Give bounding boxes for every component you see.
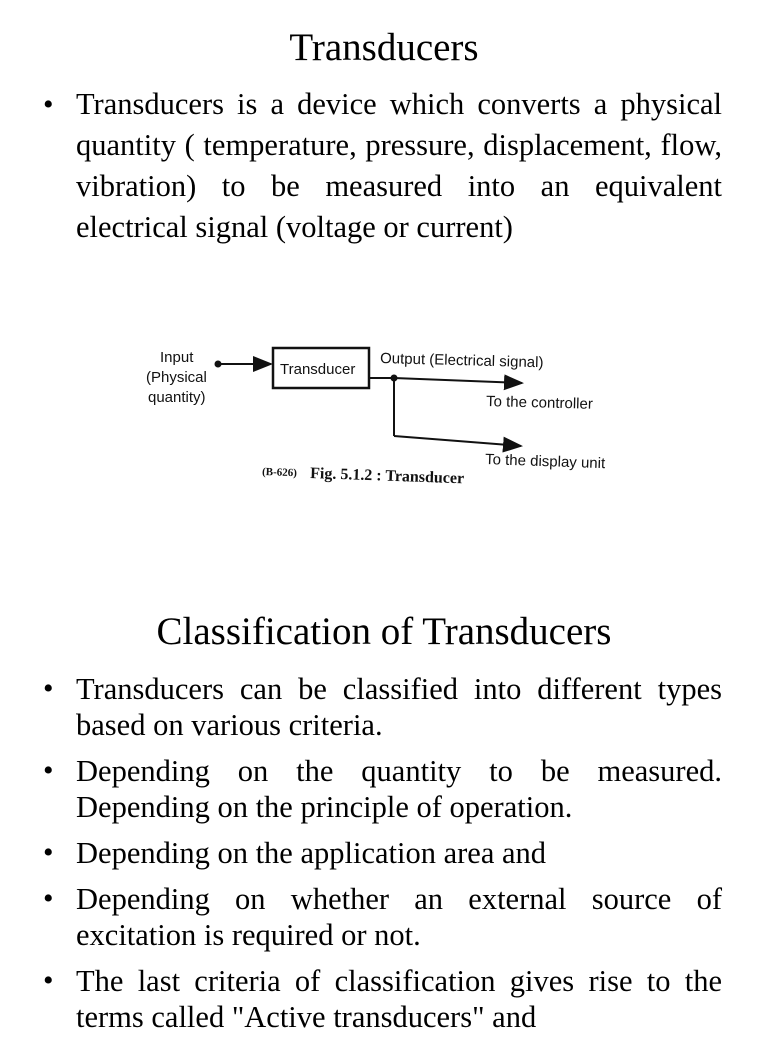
list-item: [0, 84, 768, 248]
bullet-marker: •: [43, 672, 54, 705]
page-title: Transducers: [289, 26, 479, 69]
definition-list: [0, 84, 768, 248]
input-label-line-2: (Physical: [146, 369, 207, 386]
input-label-line-1: Input: [160, 349, 194, 366]
controller-arrow: [394, 378, 522, 383]
section-title: Classification of Transducers: [156, 610, 612, 653]
bullet-marker: •: [43, 882, 54, 915]
transducer-block-diagram: [138, 326, 658, 516]
bullet-marker: •: [43, 754, 54, 787]
input-label-line-3: quantity): [148, 389, 206, 406]
list-item: [0, 753, 768, 825]
output-label: Output (Electrical signal): [379, 350, 544, 372]
list-item: [0, 881, 768, 953]
bullet-marker: •: [43, 964, 54, 997]
display-arrow: [394, 436, 521, 446]
list-item: [0, 963, 768, 1035]
bullet-text: The last criteria of classification gives rise to the terms called "Active transducers" and: [76, 964, 722, 1034]
bullet-text: Depending on the application area and: [76, 836, 547, 870]
figure-code: (B-626): [261, 466, 298, 480]
bullet-marker: •: [43, 836, 54, 869]
transducer-box-label: Transducer: [280, 361, 356, 378]
controller-label: To the controller: [485, 393, 594, 413]
bullet-text: Depending on whether an external source of excitation is required or not.: [76, 882, 722, 952]
list-item: [0, 671, 768, 743]
classification-list: [0, 671, 768, 1045]
bullet-text: Transducers can be classified into different types based on various criteria.: [76, 672, 722, 742]
display-label: To the display unit: [484, 451, 606, 473]
bullet-marker: •: [43, 88, 54, 121]
bullet-text: Transducers is a device which converts a physical quantity ( temperature, pressure, displacement, flow, vibration) to be measured into an equivalent electrical signal (voltage or current): [76, 87, 722, 244]
diagram-svg: [138, 326, 658, 516]
list-item: [0, 835, 768, 871]
bullet-text: Depending on the quantity to be measured. Depending on the principle of operation.: [76, 754, 722, 824]
figure-caption: Fig. 5.1.2 : Transducer: [309, 465, 465, 488]
